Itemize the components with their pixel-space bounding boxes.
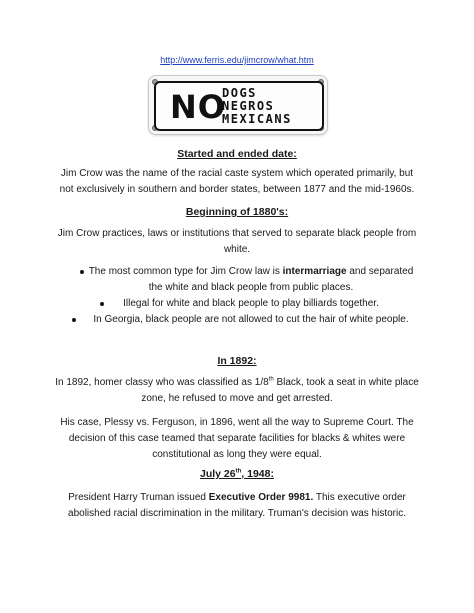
sign-lines	[222, 87, 292, 126]
bullet-text: and separated the white and black people from public places.	[148, 266, 414, 293]
heading-text: July 26	[200, 468, 236, 480]
sign-line: NEGROS	[222, 99, 275, 113]
bullet-text: In Georgia, black people are not allowed to cut the hair of white people.	[93, 314, 409, 325]
paragraph-1948	[55, 490, 419, 522]
paragraph-bold-text: Executive Order 9981.	[208, 492, 314, 503]
sign-plate	[148, 75, 328, 135]
bullet-bold-text: intermarriage	[282, 266, 347, 277]
bullet-text: The most common type for Jim Crow law is	[88, 266, 283, 277]
sign-border	[154, 81, 324, 131]
source-link[interactable]: http://www.ferris.edu/jimcrow/what.htm	[160, 55, 314, 65]
superscript: th	[235, 468, 242, 475]
paragraph-text: President Harry Truman issued	[68, 492, 209, 503]
heading-text: , 1948:	[241, 468, 274, 480]
heading-july-1948	[0, 468, 474, 480]
paragraph-text: This executive order abolished racial discrimination in the military. Truman's decision was historic.	[68, 492, 406, 519]
no-dogs-sign-image	[148, 75, 328, 135]
paragraph-1892	[55, 375, 419, 407]
sign-line: MEXICANS	[222, 112, 292, 126]
paragraph-started: Jim Crow was the name of the racial caste system which operated primarily, but not exclusively in southern and border states, between 1877 and the mid-1960s.	[59, 168, 415, 195]
paragraph-plessy: His case, Plessy vs. Ferguson, in 1896, went all the way to Supreme Court. The decision of this case teamed that separate facilities for blacks & whites were constitutional as long they were equal.	[60, 417, 414, 460]
list-item	[70, 264, 420, 296]
bullet-icon	[100, 302, 104, 306]
sign-big-text: NO	[170, 88, 226, 126]
heading-beginning: Beginning of 1880's:	[185, 206, 289, 218]
bullet-icon	[80, 270, 84, 274]
heading-started: Started and ended date:	[177, 148, 297, 160]
list-item	[70, 296, 420, 312]
paragraph-beginning-intro: Jim Crow practices, laws or institutions that served to separate black people from white.	[57, 228, 417, 255]
superscript: th	[268, 376, 274, 383]
bullet-text: Illegal for white and black people to play billiards together.	[123, 298, 379, 309]
paragraph-text: Black, took a seat in white place zone, he refused to move and get arrested.	[141, 377, 419, 404]
list-item	[70, 312, 420, 328]
sign-line: DOGS	[222, 86, 257, 100]
bullet-list	[70, 264, 420, 328]
paragraph-text: In 1892, homer classy who was classified as 1/8	[55, 377, 269, 388]
bullet-icon	[72, 318, 76, 322]
heading-1892: In 1892:	[217, 355, 257, 367]
